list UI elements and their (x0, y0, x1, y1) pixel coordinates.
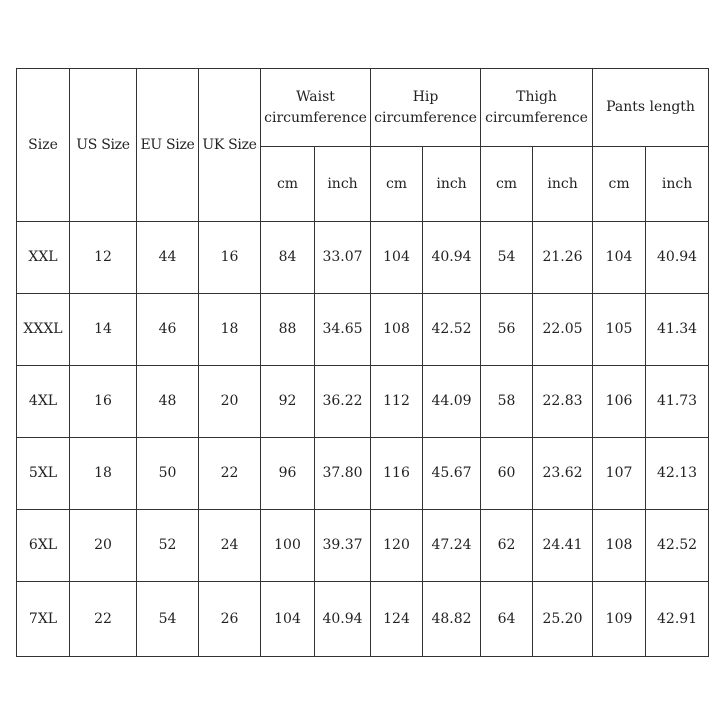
cell-eu-size: 54 (137, 582, 199, 657)
table-row (17, 582, 709, 657)
cell-pants-inch: 41.73 (646, 366, 709, 438)
cell-us-size: 16 (70, 366, 137, 438)
cell-uk-size: 22 (199, 438, 261, 510)
cell-size: 4XL (17, 366, 70, 438)
cell-thigh-inch: 23.62 (533, 438, 593, 510)
cell-pants-cm: 105 (593, 294, 646, 366)
cell-size: 5XL (17, 438, 70, 510)
header-waist-circumference (261, 69, 371, 147)
cell-size: XXL (17, 222, 70, 294)
cell-pants-inch: 41.34 (646, 294, 709, 366)
header-hip-line2: circumference (374, 109, 477, 126)
cell-uk-size: 16 (199, 222, 261, 294)
cell-waist-cm: 88 (261, 294, 315, 366)
cell-pants-cm: 109 (593, 582, 646, 657)
cell-hip-cm: 108 (371, 294, 423, 366)
cell-thigh-cm: 60 (481, 438, 533, 510)
header-waist-line2: circumference (264, 109, 367, 126)
cell-thigh-cm: 58 (481, 366, 533, 438)
cell-waist-inch: 40.94 (315, 582, 371, 657)
cell-uk-size: 26 (199, 582, 261, 657)
header-thigh-line1: Thigh (516, 88, 557, 105)
header-row-groups (17, 69, 709, 147)
table-row (17, 222, 709, 294)
unit-waist-cm: cm (261, 147, 315, 222)
cell-thigh-cm: 62 (481, 510, 533, 582)
cell-thigh-inch: 24.41 (533, 510, 593, 582)
cell-size: 7XL (17, 582, 70, 657)
cell-eu-size: 46 (137, 294, 199, 366)
cell-uk-size: 18 (199, 294, 261, 366)
cell-waist-inch: 39.37 (315, 510, 371, 582)
cell-pants-cm: 106 (593, 366, 646, 438)
cell-size: XXXL (17, 294, 70, 366)
cell-hip-inch: 48.82 (423, 582, 481, 657)
cell-hip-inch: 42.52 (423, 294, 481, 366)
cell-hip-inch: 40.94 (423, 222, 481, 294)
header-uk-size: UK Size (199, 69, 261, 222)
cell-us-size: 22 (70, 582, 137, 657)
cell-hip-cm: 124 (371, 582, 423, 657)
cell-us-size: 12 (70, 222, 137, 294)
cell-hip-cm: 104 (371, 222, 423, 294)
header-eu-size: EU Size (137, 69, 199, 222)
unit-thigh-inch: inch (533, 147, 593, 222)
cell-waist-inch: 33.07 (315, 222, 371, 294)
header-size: Size (17, 69, 70, 222)
cell-pants-cm: 108 (593, 510, 646, 582)
cell-waist-cm: 84 (261, 222, 315, 294)
unit-thigh-cm: cm (481, 147, 533, 222)
header-thigh-circumference (481, 69, 593, 147)
header-thigh-line2: circumference (485, 109, 588, 126)
header-us-size: US Size (70, 69, 137, 222)
cell-pants-cm: 104 (593, 222, 646, 294)
unit-hip-inch: inch (423, 147, 481, 222)
cell-eu-size: 52 (137, 510, 199, 582)
cell-us-size: 14 (70, 294, 137, 366)
cell-thigh-inch: 22.05 (533, 294, 593, 366)
cell-waist-cm: 96 (261, 438, 315, 510)
cell-waist-inch: 36.22 (315, 366, 371, 438)
cell-size: 6XL (17, 510, 70, 582)
cell-eu-size: 48 (137, 366, 199, 438)
header-hip-circumference (371, 69, 481, 147)
cell-hip-inch: 45.67 (423, 438, 481, 510)
header-hip-line1: Hip (412, 88, 439, 105)
cell-hip-cm: 120 (371, 510, 423, 582)
cell-pants-inch: 42.52 (646, 510, 709, 582)
table-row (17, 510, 709, 582)
unit-pants-cm: cm (593, 147, 646, 222)
cell-thigh-cm: 54 (481, 222, 533, 294)
table-row (17, 438, 709, 510)
cell-eu-size: 50 (137, 438, 199, 510)
cell-waist-cm: 104 (261, 582, 315, 657)
unit-pants-inch: inch (646, 147, 709, 222)
cell-thigh-inch: 22.83 (533, 366, 593, 438)
cell-hip-cm: 112 (371, 366, 423, 438)
cell-us-size: 20 (70, 510, 137, 582)
cell-pants-cm: 107 (593, 438, 646, 510)
unit-hip-cm: cm (371, 147, 423, 222)
cell-hip-inch: 47.24 (423, 510, 481, 582)
cell-us-size: 18 (70, 438, 137, 510)
cell-uk-size: 20 (199, 366, 261, 438)
cell-waist-inch: 34.65 (315, 294, 371, 366)
cell-thigh-cm: 64 (481, 582, 533, 657)
cell-waist-cm: 92 (261, 366, 315, 438)
cell-thigh-inch: 25.20 (533, 582, 593, 657)
cell-pants-inch: 42.91 (646, 582, 709, 657)
header-pants-line1: Pants length (606, 99, 695, 115)
cell-pants-inch: 42.13 (646, 438, 709, 510)
header-pants-length (593, 69, 709, 147)
cell-thigh-inch: 21.26 (533, 222, 593, 294)
header-waist-line1: Waist (296, 88, 335, 105)
table-row (17, 366, 709, 438)
cell-hip-cm: 116 (371, 438, 423, 510)
cell-hip-inch: 44.09 (423, 366, 481, 438)
cell-uk-size: 24 (199, 510, 261, 582)
cell-waist-cm: 100 (261, 510, 315, 582)
table-row (17, 294, 709, 366)
cell-eu-size: 44 (137, 222, 199, 294)
cell-pants-inch: 40.94 (646, 222, 709, 294)
size-chart-table (16, 68, 709, 657)
cell-thigh-cm: 56 (481, 294, 533, 366)
cell-waist-inch: 37.80 (315, 438, 371, 510)
unit-waist-inch: inch (315, 147, 371, 222)
